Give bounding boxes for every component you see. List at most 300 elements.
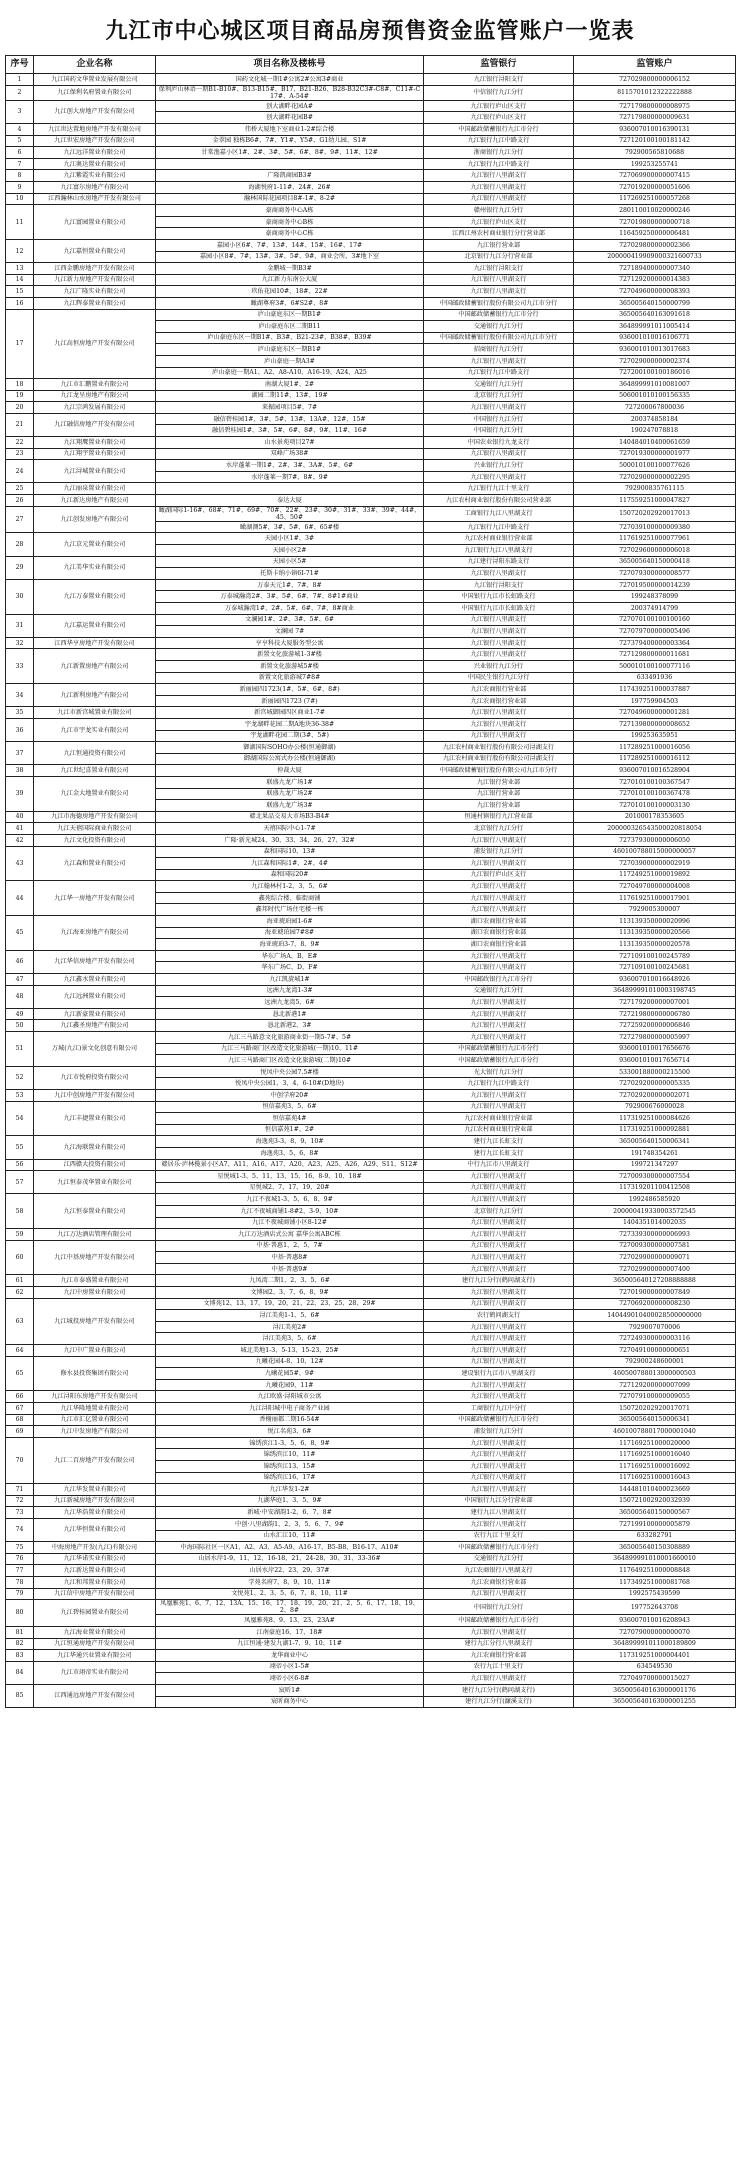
project-cell: 湖园二期11#、13#、19# [156,390,424,402]
enterprise-name-cell: 九江二百房地产开发有限公司 [34,1437,156,1483]
enterprise-name-cell: 九江华一房地产开发有限公司 [34,881,156,916]
enterprise-name-cell: 九江海联置业有限公司 [34,1136,156,1159]
bank-cell: 九江银行八里湖支行 [424,1032,574,1044]
table-row [6,1020,736,1032]
table-row [6,1553,736,1565]
project-cell: 瞰湖尊府3#、6#S2#、8# [156,297,424,309]
project-cell: 九江不夜城商铺小区8-12# [156,1217,424,1229]
project-cell: 豪商商务中心C栋 [156,228,424,240]
bank-cell: 九江银行营业部 [424,788,574,800]
bank-cell: 中国邮政银行九江市分行 [424,974,574,986]
table-row [6,1638,736,1650]
bank-cell: 九江银行八里湖支行 [424,1449,574,1461]
enterprise-name-cell: 九江海业置业有限公司 [34,1626,156,1638]
enterprise-name-cell: 九江中房置业有限公司 [34,1287,156,1299]
serial-number-cell: 65 [6,1356,34,1391]
serial-number-cell: 74 [6,1518,34,1541]
enterprise-name-cell: 九江新豪置业有限公司 [34,1008,156,1020]
serial-number-cell: 10 [6,193,34,205]
bank-cell: 中国邮政储蓄银行九江市分行 [424,1542,574,1554]
enterprise-name-cell: 九江鑫水置业有限公司 [34,974,156,986]
project-cell: 山居水岸22、23、29、37# [156,1565,424,1577]
enterprise-name-cell: 九江万泰置业有限公司 [34,579,156,614]
project-cell: 融信碧桂园1#、3#、5#、13#、13A#、12#、15# [156,413,424,425]
project-cell: 海逸苑3、5、6、8# [156,1147,424,1159]
table-row [6,390,736,402]
account-cell: 117289251000016056 [574,742,736,754]
serial-number-cell: 29 [6,556,34,579]
bank-cell: 交通银行九江分行 [424,1553,574,1565]
bank-cell: 九江银行八里湖支行 [424,1484,574,1496]
account-cell: 117249251000019892 [574,869,736,881]
project-cell: 宇龙湖畔花园二期(3#、5#) [156,730,424,742]
table-row [6,533,736,545]
account-cell: 727029900000007400 [574,1263,736,1275]
project-cell: 江南豪庭16、17、18# [156,1626,424,1638]
account-cell: 117439251000037887 [574,684,736,696]
serial-number-cell: 69 [6,1426,34,1438]
bank-cell: 九江银行八里湖支行 [424,170,574,182]
bank-cell: 北京银行九江分行营业部 [424,251,574,263]
bank-cell: 九江银行九江八里湖支行 [424,545,574,557]
table-row [6,1507,736,1519]
header-enterprise: 企业名称 [34,56,156,74]
project-cell: 宇龙湖畔花园二期A地块36-38# [156,718,424,730]
bank-cell: 九江银行八里湖支行 [424,1588,574,1600]
project-cell: 九江万达酒店式公寓 嘉华公寓ABC栋 [156,1229,424,1241]
bank-cell: 中行九江市八里湖支行 [424,1159,574,1171]
project-cell: 万泰城瀚湾2#、3#、5#、6#、7#、8#1#商业 [156,591,424,603]
bank-cell: 九江银行八里湖支行 [424,1263,574,1275]
table-row [6,881,736,893]
serial-number-cell: 17 [6,309,34,379]
table-row [6,135,736,147]
enterprise-name-cell: 九江恒泰置业有限公司 [34,1194,156,1229]
bank-cell: 九江银行八里湖支行 [424,1089,574,1101]
bank-cell: 中国邮政储蓄银行九江市分行 [424,1615,574,1627]
account-cell: 117319251000092881 [574,1124,736,1136]
enterprise-name-cell: 九江森和置业有限公司 [34,846,156,881]
project-cell: 御湖国际公寓式办公楼(恒通御湖) [156,753,424,765]
table-row [6,765,736,777]
serial-number-cell: 64 [6,1345,34,1357]
account-cell: 117619251000077961 [574,533,736,545]
account-cell: 727009300000007581 [574,1240,736,1252]
table-row [6,1345,736,1357]
project-cell: 水岸蓬莱一期1#、2#、3#、3A#、5#、6# [156,460,424,472]
bank-cell: 工商银行九江八里湖支行 [424,506,574,521]
project-cell: 联盛九龙广场2# [156,788,424,800]
bank-cell: 九江银行八里湖支行 [424,1171,574,1183]
bank-cell: 浦发银行九江分行 [424,1426,574,1438]
enterprise-name-cell: 江西瀚林山水房地产开发有限公司 [34,193,156,205]
table-row [6,1576,736,1588]
project-cell: 学苑名府7、8、9、10、11# [156,1576,424,1588]
project-cell: 创大湖畔花园A# [156,100,424,112]
account-cell: 727379300000006050 [574,834,736,846]
enterprise-name-cell: 九江国药文华置业发展有限公司 [34,74,156,86]
bank-cell: 九江银行八里湖支行 [424,904,574,916]
project-cell: 华东广场C、D、F# [156,962,424,974]
account-cell: 727179800000009631 [574,112,736,124]
table-row [6,707,736,719]
project-cell: 锦绣滨江10、11# [156,1449,424,1461]
enterprise-name-cell: 九江丰捷置业有限公司 [34,1101,156,1136]
table-row [6,147,736,159]
account-cell: 727070100100100160 [574,614,736,626]
table-row [6,811,736,823]
account-cell: 117319201100412508 [574,1182,736,1194]
table-row [6,950,736,962]
project-cell: 双峰广场38# [156,448,424,460]
account-cell: 365005640150000418 [574,556,736,568]
serial-number-cell: 19 [6,390,34,402]
serial-number-cell: 54 [6,1101,34,1136]
project-cell: 九江华发1-2# [156,1484,424,1496]
serial-number-cell: 46 [6,950,34,973]
bank-cell: 浙商银行九江分行 [424,147,574,159]
account-cell: 1404351014002035 [574,1217,736,1229]
serial-number-cell: 43 [6,846,34,881]
project-cell: 城北美地1-3、5-13、15-23、25# [156,1345,424,1357]
project-cell: 水岸蓬莱一期7#、8#、9# [156,471,424,483]
serial-number-cell: 8 [6,170,34,182]
project-cell: 天园小区5# [156,556,424,568]
serial-number-cell: 70 [6,1437,34,1483]
account-cell: 727049600000001281 [574,707,736,719]
project-cell: 庐山豪庭东区一期B1# [156,309,424,321]
bank-cell: 中国邮政储蓄银行九江市分行 [424,1414,574,1426]
bank-cell: 交通银行九江分行 [424,985,574,997]
enterprise-name-cell: 九江远洲置业有限公司 [34,985,156,1008]
serial-number-cell: 50 [6,1020,34,1032]
project-cell: 瞰湖国际1-16#、68#、71#、69#、70#、22#、23#、30#、31#、33#、39#、44#、45、50# [156,506,424,521]
account-cell: 200000419330003572545 [574,1205,736,1217]
project-cell [156,158,424,170]
table-row [6,1650,736,1662]
account-cell: 140449010400028500000000 [574,1310,736,1322]
table-row [6,649,736,661]
bank-cell: 九江银行八里湖支行 [424,1472,574,1484]
serial-number-cell: 40 [6,811,34,823]
table-row [6,1684,736,1696]
enterprise-name-cell: 九江高恒房地产开发有限公司 [34,309,156,379]
enterprise-name-cell: 九江创大房地产开发有限公司 [34,100,156,123]
bank-cell: 九江银行八里湖支行 [424,1345,574,1357]
project-cell: 海逸苑3-3、8、9、10# [156,1136,424,1148]
enterprise-name-cell: 九江中广置业有限公司 [34,1345,156,1357]
project-cell: 泰达大厦 [156,495,424,507]
project-cell: 九江凯旋城1# [156,974,424,986]
project-cell: 新城·中安湖韵1-2、6、7、8# [156,1507,424,1519]
account-cell: 936001010017656676 [574,1043,736,1055]
project-cell: 中创学府20# [156,1089,424,1101]
account-cell: 201000178353605 [574,811,736,823]
enterprise-name-cell: 九江远洋置业有限公司 [34,147,156,159]
bank-cell: 九江银行八里湖支行 [424,962,574,974]
bank-cell: 九江银行九江中路支行 [424,158,574,170]
project-cell: 中海国际社区一区A1、A2、A3、A5-A9、A16-17、B5-B8、B16-17、A10# [156,1542,424,1554]
enterprise-name-cell: 九江新达房地产有限公司 [34,495,156,507]
bank-cell: 九江银行八里湖支行 [424,1379,574,1391]
table-row [6,460,736,472]
table-row [6,437,736,449]
project-cell: 宸昕1# [156,1684,424,1696]
enterprise-name-cell: 江西通远房地产开发有限公司 [34,1684,156,1707]
project-cell: 赣居乐·庐林揽景小区A7、A11、A16、A17、A20、A23、A25、A26、A29、S11、S12# [156,1159,424,1171]
project-cell: 翊帝小区6-8# [156,1673,424,1685]
header-no: 序号 [6,56,34,74]
project-cell: 中基·普惠8# [156,1252,424,1264]
account-cell: 365005640150308889 [574,1542,736,1554]
account-cell: 727029000000002374 [574,355,736,367]
account-cell: 727019500000014239 [574,579,736,591]
serial-number-cell: 12 [6,239,34,262]
enterprise-name-cell: 九江宗鸿发展有限公司 [34,402,156,414]
enterprise-name-cell: 九江金大地置业有限公司 [34,776,156,811]
table-row [6,1194,736,1206]
account-cell: 365005640163000001255 [574,1696,736,1708]
project-cell: 翊帝小区1-5# [156,1661,424,1673]
account-cell: 199253635951 [574,730,736,742]
account-cell: 727129200000014383 [574,274,736,286]
account-cell: 727019300000001977 [574,448,736,460]
serial-number-cell: 22 [6,437,34,449]
bank-cell: 九江银行八里湖支行 [424,1356,574,1368]
table-row [6,379,736,391]
bank-cell: 中信银行九江分行 [424,85,574,100]
project-cell: 锦绣滨江13、15# [156,1460,424,1472]
project-cell: 金翠园 独栋B6#、7#、Y1#、Y5#、G1幼儿园、S1# [156,135,424,147]
project-cell: 海亚琥珀园1-6# [156,916,424,928]
project-cell: 九江新力东南公大厦 [156,274,424,286]
serial-number-cell: 66 [6,1391,34,1403]
account-cell: 727189400000007340 [574,263,736,275]
serial-number-cell: 38 [6,765,34,777]
account-cell: 936007010016390131 [574,124,736,136]
serial-number-cell: 27 [6,506,34,533]
project-cell: 融信碧桂园1#、3#、5#、6#、8#、9#、11#、16# [156,425,424,437]
enterprise-name-cell: 九江恒泰茂华置业有限公司 [34,1171,156,1194]
enterprise-name-cell: 九江中基房地产开发有限公司 [34,1240,156,1275]
account-cell: 727129800000011681 [574,649,736,661]
bank-cell: 九江银行八里湖支行 [424,1391,574,1403]
project-cell: 九江浔阳城中电子商务产业园 [156,1403,424,1415]
account-cell: 460100788015000000057 [574,846,736,858]
account-cell: 727010100100367478 [574,788,736,800]
header-row [6,56,736,74]
bank-cell: 交通银行九江分行 [424,379,574,391]
table-row [6,614,736,626]
enterprise-name-cell: 九江新置房地产有限公司 [34,649,156,684]
serial-number-cell: 14 [6,274,34,286]
account-cell: 727010100100367547 [574,776,736,788]
project-cell: 山水景苑项目27# [156,437,424,449]
bank-cell: 九江银行八里湖支行 [424,1333,574,1345]
header-project: 项目名称及楼栋号 [156,56,424,74]
account-cell: 117169251000016043 [574,1472,736,1484]
project-cell: 御湖国际SOHO办公楼(恒通御湖) [156,742,424,754]
serial-number-cell: 58 [6,1194,34,1229]
project-cell: 新宫城御园四区商业1-7# [156,707,424,719]
account-cell: 117319251000084626 [574,1113,736,1125]
bank-cell: 九江银行八里湖支行 [424,1626,574,1638]
table-row [6,274,736,286]
bank-cell: 中国邮政储蓄银行九江市分行 [424,309,574,321]
account-cell: 500010100100077116 [574,661,736,673]
project-cell: 海亚琥珀3-7、8、9# [156,939,424,951]
project-cell: 山居水岸1-9、11、12、16-18、21、24-28、30、31、33-36# [156,1553,424,1565]
serial-number-cell: 26 [6,495,34,507]
project-cell: 瀚林国际花园项目8#-1#、8-2# [156,193,424,205]
project-cell: 天禧国际中心1-7# [156,823,424,835]
enterprise-name-cell: 九江新利房地产有限公司 [34,684,156,707]
project-cell: 广隆·新光城24、30、33、34、26、27、32# [156,834,424,846]
bank-cell: 中国邮政储蓄银行股份有限公司九江市分行 [424,297,574,309]
account-cell: 792900676000028 [574,1101,736,1113]
bank-cell: 建行九江长虹支行 [424,1136,574,1148]
enterprise-name-cell: 九江浔城置业有限公司 [34,460,156,483]
project-cell [156,483,424,495]
project-cell: 瞰湖测5#、3#、5#、6#、65#楼 [156,521,424,533]
table-row [6,579,736,591]
bank-cell: 九江银行八里湖支行 [424,1460,574,1472]
enterprise-name-cell: 九江新力房地产开发有限公司 [34,274,156,286]
project-cell: 文澜园1#、2#、3#、5#、6# [156,614,424,626]
table-row [6,1066,736,1078]
account-cell: 116459250000006481 [574,228,736,240]
account-cell: 727079300000008577 [574,568,736,580]
serial-number-cell: 80 [6,1600,34,1627]
bank-cell: 湖口农商银行营业部 [424,916,574,928]
bank-cell: 建行九江分行(鹤问湖支行) [424,1684,574,1696]
serial-number-cell: 35 [6,707,34,719]
account-cell: 727109100100245789 [574,950,736,962]
enterprise-name-cell: 九江龙呈房地产有限公司 [34,390,156,402]
account-cell: 727049100000000651 [574,1345,736,1357]
project-cell: 九江三马路商门区改造文化旅游城(一期)10、11# [156,1043,424,1055]
account-cell: 727109100100245681 [574,962,736,974]
enterprise-name-cell: 九江华浩置业有限公司 [34,1507,156,1519]
account-cell: 365005640163091618 [574,309,736,321]
enterprise-name-cell: 九江市泰盛置业有限公司 [34,1275,156,1287]
bank-cell: 湖口农商银行营业部 [424,927,574,939]
project-cell: 玖佑花园10#、18#、22# [156,286,424,298]
account-cell: 117169251000016040 [574,1449,736,1461]
bank-cell: 九江农村商业银行营业部 [424,533,574,545]
enterprise-name-cell: 九江天禧国际商业有限公司 [34,823,156,835]
project-cell: 恒信嘉苑3、5、6# [156,1101,424,1113]
account-cell: 117349251000081768 [574,1576,736,1588]
account-cell: 727019200000051606 [574,182,736,194]
serial-number-cell: 85 [6,1684,34,1707]
serial-number-cell: 6 [6,147,34,159]
table-row [6,182,736,194]
bank-cell: 九江银行庐山区支行 [424,112,574,124]
account-cell: 364899991010081007 [574,379,736,391]
project-cell: 远洲九龙湾1-3# [156,985,424,997]
account-cell: 7929007070006 [574,1321,736,1333]
account-cell: 365005640127208888888 [574,1275,736,1287]
bank-cell: 九江银行八里湖支行 [424,568,574,580]
bank-cell: 九江银行八里湖支行 [424,1240,574,1252]
account-cell: 727039000000002919 [574,858,736,870]
serial-number-cell: 63 [6,1298,34,1344]
enterprise-name-cell: 九江华诺实业有限公司 [34,1553,156,1565]
bank-cell: 九江银行八里湖支行 [424,834,574,846]
project-cell: 保利庐山林语一期B1-B10#、B13-B15#、B17、B21-B26、B28-B32C3#-C8#、C11#-C17#、A-54# [156,85,424,100]
account-cell: 117649251000008848 [574,1565,736,1577]
enterprise-name-cell: 九江华信房地产开发有限公司 [34,950,156,973]
enterprise-name-cell: 九江鑫圣房地产有限公司 [34,1020,156,1032]
bank-cell: 中国邮政储蓄银行九江市分行 [424,1043,574,1055]
bank-cell: 九江银行八里湖支行 [424,637,574,649]
project-cell: 新置文化旅游城5#楼 [156,661,424,673]
table-row [6,297,736,309]
account-cell: 727049700000015027 [574,1673,736,1685]
bank-cell: 九江银行八里湖支行 [424,1321,574,1333]
bank-cell: 中国银行九江分行 [424,1600,574,1615]
table-row [6,684,736,696]
bank-cell: 光大银行九江分行 [424,1066,574,1078]
project-cell: 创大湖畔花园B# [156,112,424,124]
project-cell: 天园小区1#、3# [156,533,424,545]
account-cell: 792900565810688 [574,147,736,159]
project-cell: 海湖悦府1-11#、24#、26# [156,182,424,194]
enterprise-name-cell: 九江嘉恒置业有限公司 [34,239,156,262]
bank-cell: 九江银行八里湖支行 [424,1008,574,1020]
bank-cell: 九江农商银行八里湖支行 [424,1565,574,1577]
project-cell: 恒信嘉苑4# [156,1113,424,1125]
account-cell: 200000419909000321600733 [574,251,736,263]
bank-cell: 农行九江十里支行 [424,1530,574,1542]
enterprise-name-cell: 九江世宏房地产开发有限公司 [34,135,156,147]
serial-number-cell: 73 [6,1507,34,1519]
project-cell: 甘棠渔嘉小区1#、2#、3#、5#、6#、8#、9#、11#、12# [156,147,424,159]
table-row [6,846,736,858]
table-row [6,916,736,928]
bank-cell: 九江银行八里湖支行 [424,626,574,638]
bank-cell: 北京银行九江分行 [424,823,574,835]
table-row [6,1159,736,1171]
project-cell: 悦凤中央公园1、3、4、6-10#(D地块) [156,1078,424,1090]
account-cell: 113139350000020566 [574,927,736,939]
account-cell: 117269251000057268 [574,193,736,205]
table-row [6,1626,736,1638]
project-cell: 赣北果品交易大市场B3-B4# [156,811,424,823]
project-cell: 香榭丽都二期16-54# [156,1414,424,1426]
account-cell: 727039100000009380 [574,521,736,533]
bank-cell: 九江银行八里湖支行 [424,274,574,286]
account-cell: 7929005300007 [574,904,736,916]
account-cell: 144481010400023669 [574,1484,736,1496]
project-cell: 文悦苑1、2、3、5、6、7、8、10、11# [156,1588,424,1600]
project-cell: 国药文化城一期1#公寓2#公寓3#商业 [156,74,424,86]
bank-cell: 农行鹤问湖支行 [424,1310,574,1322]
serial-number-cell: 71 [6,1484,34,1496]
project-cell: 九江翰林村1-2、3、5、6# [156,881,424,893]
account-cell: 727079000000000070 [574,1626,736,1638]
project-cell: 新丽园四1723 (7#) [156,695,424,707]
enterprise-name-cell: 九江城投房地产开发有限公司 [34,1298,156,1344]
bank-cell: 九江农商银行营业部 [424,1650,574,1662]
account-cell: 199721347297 [574,1159,736,1171]
enterprise-name-cell: 九江世达置地房地产开发有限公司 [34,124,156,136]
serial-number-cell: 33 [6,649,34,684]
bank-cell: 九江银行八里湖支行 [424,892,574,904]
bank-cell: 九江银行八里湖支行 [424,614,574,626]
table-row [6,556,736,568]
